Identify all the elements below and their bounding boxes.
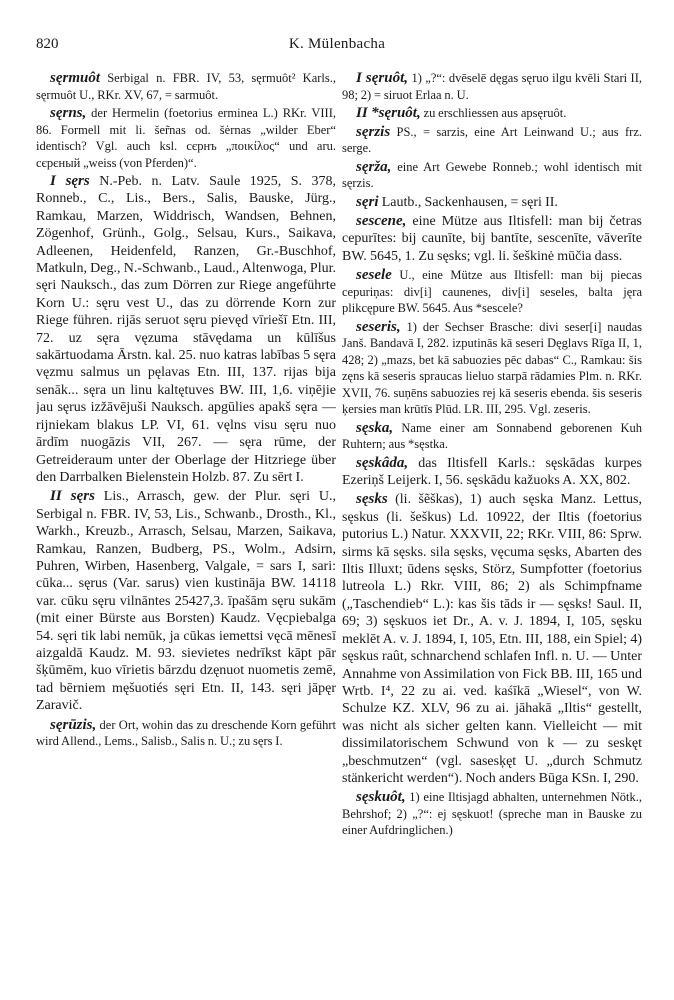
entry-headword: II *sęruôt,: [356, 105, 421, 121]
entry-headword: sęskuôt,: [356, 789, 406, 806]
entry-text: zu erschliessen aus apsęruôt.: [420, 106, 567, 120]
dictionary-entry: [342, 70, 642, 103]
entry-text: Lis., Arrasch, gew. der Plur. sęri U., Serbigal n. FBR. IV, 53, Lis., Schwanb., Drosth., Kl., Warkh., Kreuzb., Arrasch, Selsau, Marzen, Saikava, Ramkau, Ranzen, Budberg, PS., Wolm., Adsirn, Puhren, Wirben, Hasenberg, Valgale, = sars I, sari: cūka... sęrus (Var. sarus) vien kustināja BW. 14118 var. cūku sęru vilnāntes 25427,3. īpašām sęru sukām (mit einer Bürste aus Borsten) Kaudz. Vęcpiebalga 54. sęri tik labi nemūk, ja cūkas iemettsi vęcā mēnesī aizgaldā Kaudz. M. 93. sievietes nedrīkst kāpt pār šķūmēm, kuo vīrietis bārzdu dzęnuot nuometis zemē, tad bērniem męšuotiés sęri Etn. II, 143. sęri jāpęr Zaravič.: [36, 489, 336, 714]
entry-text: (li. šẽškas), 1) auch sęska Manz. Lettus, sęskus (li. šeškus) Ld. 10922, der Iltis (foetorius putorius L.) Natur. XXXVII, 22; RKr. VIII, 86: Sprw. sirms kā sęsks. sila sęsks, vęcuma sęsks, Abarten des Iltis Illuxt; ūdens sęsks, Störz, Sumpfotter (foetorius lutreola L.) Rkr. VIII, 86; 2) als Schimpfname („Taschendieb“ L.): kas šis tāds ir — sęsks! Saul. II, 69; 3) sęskuos iet Dr., A. v. J. 1894, I, 105, sęsku meklēt A. v. J. 1894, I, 105, Etn. III, 188, ein Spiel; 4) sęskus raût, schnarchend schlafen Infl. n. U. — Unter Annahme von Assimilation von Fick BB. III, 165 und Wrtb. I⁴, 22 zu ai. ved. kaśīkā „Wiesel“, von W. Schulze KZ. XLV, 96 zu ai. jāhakā „Iltis“ gestellt, was nicht als sicher gelten kann. Vielleicht — mit dissimilatorischem Schwund von k — zu seskęt „beschmutzen“ (vgl. sasesķęt U. „durch Schmutz stänkericht werden“). Noch anders Būga KSn. I, 290.: [342, 492, 642, 786]
dictionary-entry: [342, 159, 642, 192]
entry-headword: sesele: [356, 267, 392, 284]
entry-headword: seseris,: [356, 318, 401, 335]
running-title: K. Mülenbacha: [288, 36, 386, 52]
dictionary-entry: [36, 105, 336, 171]
entry-headword: sęsks: [356, 491, 388, 508]
entry-headword: sescene,: [356, 212, 407, 229]
dictionary-entry: [342, 105, 642, 122]
entry-text: 1) der Sechser Brasche: divi seser[i] naudas Janš. Bandavā I, 282. izputinās kā seseri Dęglavs Rīga II, 1, 428; 2) „mazs, bet kā sabuozies pēc dabas“ C., Ramkau: šis zęns kā seseris spraucas lieluo starpā rādamies Plm. n. RKr. XVII, 76. suņēns sabuozies rej kā seseris ebenda. šis seseris ķersies man krūtīs Plūd. LR. III, 295. Vgl. zeseris.: [342, 319, 642, 417]
entry-text: der Ort, wohin das zu dreschende Korn geführt wird Allend., Lems., Salisb., Salis n. U.; zu sęrs I.: [36, 717, 336, 749]
left-column: [36, 70, 336, 988]
entry-headword: sęrūzis,: [50, 716, 97, 733]
entry-headword: sęskâda,: [356, 454, 409, 471]
entry-text: eine Art Gewebe Ronneb.; wohl identisch mit sęrzis.: [342, 159, 642, 190]
entry-text: Lautb., Sackenhausen, = sęri II.: [378, 194, 558, 210]
dictionary-entry: [36, 173, 336, 486]
dictionary-entry: [342, 491, 642, 787]
entry-text: Serbigal n. FBR. IV, 53, sęrmuôt² Karls., sęrmuôt U., RKr. XV, 67, = sarmuôt.: [36, 71, 336, 102]
entry-headword: sęska,: [356, 419, 394, 436]
dictionary-entry: [342, 319, 642, 418]
entry-text: N.-Peb. n. Latv. Saule 1925, S. 378, Ronneb., C., Lis., Bers., Salis, Bauske, Jürg., Ramkau, Marzen, Widdrisch, Wandsen, Behnen, Zögenhof, Grünh., Golg., Selsau, Kurs., Saikava, Adleenen, Heidenfeld, Ranzen, Gr.-Buschhof, Matkuln, Deg., N.-Schwanb., Laud., Altenwoga, Plur. sęri Nauksch., das zum Dörren zur Riege angeführte Korn U.: sęru vest U., das zu dörrende Korn zur Riege führen. rijās seruot sęru pievęd vīriešī Etn. III, 72. uz sęra vęzuma stāvędama un kūlīšus sakārtuodama Ārstn. kal. 25. nuo katras labības 5 sęra vęzmu salmus un pęlavas Etn. III, 137. rijas bija senāk... sęra un linu kaltętuves BW. III, 1,6. viņējie jau sęrus izžāvējuši Nauksch. apgūlies apakš sęra — rijniekam blakus LP. VI, 61. vęlns visu sęru nuo ārdīm nuogāzis VII, 267. — sęra rūme, der Getreideraum unter der Oberlage der Hitzriege über den Darrbalken Bielenstein Holzb. 87. Zu sērt I.: [36, 174, 336, 485]
page-header: [36, 36, 638, 58]
entry-headword: sęri: [356, 193, 379, 210]
entry-text: U., eine Mütze aus Iltisfell: man bij piecas cepuriņas: div[i] caunenes, div[i] seseles, balta jęra plikcępure BW. 5645. Aus *sescele?: [342, 268, 642, 316]
dictionary-entry: [36, 70, 336, 103]
entry-text: der Hermelin (foetorius erminea L.) RKr. VIII, 86. Formell mit li. šer̃nas od. šėrnas „wilder Eber“ identisch? Vgl. auch ksl. сєрнъ „ποικίλος“ und aru. сєрєный „weiss (von Pferden)“.: [36, 106, 336, 170]
dictionary-entry: [342, 213, 642, 265]
entry-headword: I sęrs: [50, 173, 90, 189]
entry-headword: II sęrs: [50, 488, 95, 505]
entry-text: das Iltisfell Karls.: sęskādas kurpes Ezeriņš Leijerk. I, 56. sęskādu kažuoks A. XX, 802.: [342, 455, 642, 489]
dictionary-entry: [342, 420, 642, 453]
entry-headword: sęrzis: [356, 123, 391, 140]
dictionary-entry: [342, 124, 642, 157]
entry-text: eine Mütze aus Iltisfell: man bij četras cepurītes: bij caunīte, bij bantīte, sescenīte, vāverīte BW. 5645, 1. Zu sęsks; vgl. li. šeškinė mūčia dass.: [342, 213, 642, 264]
entry-headword: sęrža,: [356, 158, 392, 175]
dictionary-entry: [342, 455, 642, 490]
dictionary-entry: [36, 717, 336, 750]
page-number: 820: [36, 36, 59, 52]
right-column: [342, 70, 642, 988]
entry-text: 1) eine Iltisjagd abhalten, unternehmen Nötk., Behrshof; 2) „?“: ej sęskuot! (spreche man in Bauske zu einer Aufdringlichen.): [342, 790, 642, 838]
entry-headword: sęrmuôt: [50, 70, 101, 86]
dictionary-entry: [36, 488, 336, 714]
entry-text: Name einer am Sonnabend geborenen Kuh Ruhtern; aus *sęstka.: [342, 420, 642, 452]
dictionary-entry: [342, 267, 642, 317]
entry-text: 1) „?“: dvēselē dęgas sęruo ilgu kvēli Stari II, 98; 2) = siruot Erlaa n. U.: [342, 71, 642, 102]
entry-headword: sęrns,: [50, 105, 87, 121]
entry-text: PS., = sarzis, eine Art Leinwand U.; aus frz. serge.: [342, 124, 642, 155]
dictionary-entry: [342, 194, 642, 211]
entry-headword: I sęruôt,: [356, 70, 408, 86]
dictionary-entry: [342, 789, 642, 839]
